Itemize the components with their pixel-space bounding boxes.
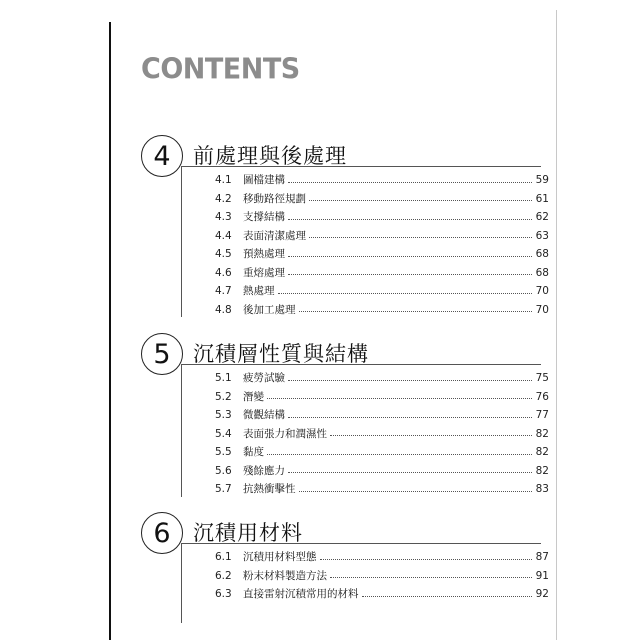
- toc-item-page: 91: [535, 569, 549, 582]
- toc-item-page: 70: [535, 303, 549, 316]
- dot-leader: [330, 576, 532, 578]
- toc-item-page: 68: [535, 248, 549, 260]
- toc-item-page: 61: [535, 192, 549, 205]
- toc-item-number: 4.5: [215, 248, 232, 260]
- toc-item-page: 82: [535, 446, 549, 458]
- toc-item-label: 熱處理: [243, 285, 275, 297]
- toc-item-label: 預熱處理: [243, 248, 285, 260]
- toc-item-label: 潛變: [243, 390, 264, 403]
- chapter-vertical-rule: [181, 166, 182, 317]
- toc-item-number: 4.2: [215, 192, 232, 205]
- toc-item-page: 70: [535, 285, 549, 297]
- dot-leader: [362, 595, 533, 597]
- toc-list: [215, 369, 549, 499]
- dot-leader: [309, 236, 532, 238]
- toc-item-page: 83: [535, 483, 549, 495]
- chapter-title: 沉積層性質與結構: [193, 342, 369, 366]
- toc-item[interactable]: [215, 443, 549, 462]
- dot-leader: [288, 379, 532, 381]
- toc-item-label: 後加工處理: [243, 303, 296, 316]
- chapter-number: 4: [141, 135, 183, 177]
- toc-item-number: 6.1: [215, 551, 232, 563]
- toc-item-number: 5.5: [215, 446, 232, 458]
- toc-item-page: 68: [535, 266, 549, 279]
- toc-item-label: 黏度: [243, 446, 264, 458]
- dot-leader: [320, 558, 533, 560]
- dot-leader: [288, 218, 532, 220]
- toc-item-label: 抗熱衝擊性: [243, 483, 296, 495]
- page-left-border: [109, 22, 111, 640]
- toc-item-label: 移動路徑規劃: [243, 192, 306, 205]
- toc-item-page: 92: [535, 588, 549, 600]
- toc-item-number: 4.4: [215, 229, 232, 242]
- toc-item-number: 4.8: [215, 303, 232, 316]
- toc-item-number: 5.7: [215, 483, 232, 495]
- toc-item[interactable]: [215, 567, 549, 586]
- chapter-title: 前處理與後處理: [193, 144, 347, 168]
- toc-item-page: 87: [535, 551, 549, 563]
- toc-item-number: 4.3: [215, 211, 232, 223]
- toc-item-label: 表面張力和潤濕性: [243, 427, 327, 440]
- toc-item[interactable]: [215, 227, 549, 246]
- toc-item[interactable]: [215, 388, 549, 407]
- toc-item-number: 6.3: [215, 588, 232, 600]
- toc-item-number: 5.1: [215, 372, 232, 384]
- toc-item[interactable]: [215, 245, 549, 264]
- toc-item-number: 6.2: [215, 569, 232, 582]
- toc-item-page: 63: [535, 229, 549, 242]
- toc-item[interactable]: [215, 208, 549, 227]
- toc-item[interactable]: [215, 585, 549, 604]
- toc-item-label: 直接雷射沉積常用的材料: [243, 588, 359, 600]
- dot-leader: [278, 292, 533, 294]
- toc-item-number: 5.6: [215, 464, 232, 477]
- toc-item-number: 5.2: [215, 390, 232, 403]
- chapter-6: [141, 512, 549, 600]
- toc-item-number: 4.1: [215, 174, 232, 186]
- toc-item-page: 59: [535, 174, 549, 186]
- toc-item-label: 重熔處理: [243, 266, 285, 279]
- toc-list: [215, 171, 549, 319]
- toc-item-label: 疲勞試驗: [243, 372, 285, 384]
- dot-leader: [288, 273, 532, 275]
- dot-leader: [267, 453, 532, 455]
- dot-leader: [288, 416, 532, 418]
- dot-leader: [288, 471, 532, 473]
- toc-item-page: 75: [535, 372, 549, 384]
- toc-item-number: 5.4: [215, 427, 232, 440]
- toc-item-label: 沉積用材料型態: [243, 551, 317, 563]
- toc-item-page: 76: [535, 390, 549, 403]
- chapter-vertical-rule: [181, 364, 182, 497]
- dot-leader: [299, 490, 533, 492]
- toc-item-label: 殘餘應力: [243, 464, 285, 477]
- toc-item-label: 支撐結構: [243, 211, 285, 223]
- toc-item-label: 微觀結構: [243, 409, 285, 421]
- toc-item-label: 粉末材料製造方法: [243, 569, 327, 582]
- dot-leader: [330, 434, 532, 436]
- dot-leader: [288, 181, 532, 183]
- toc-item-page: 77: [535, 409, 549, 421]
- dot-leader: [309, 199, 532, 201]
- toc-item[interactable]: [215, 406, 549, 425]
- toc-item[interactable]: [215, 301, 549, 320]
- toc-item[interactable]: [215, 264, 549, 283]
- dot-leader: [299, 310, 533, 312]
- toc-item[interactable]: [215, 282, 549, 301]
- toc-item-number: 5.3: [215, 409, 232, 421]
- toc-item-label: 圖檔建構: [243, 174, 285, 186]
- toc-item[interactable]: [215, 369, 549, 388]
- chapter-number: 5: [141, 333, 183, 375]
- toc-item[interactable]: [215, 425, 549, 444]
- toc-item-number: 4.6: [215, 266, 232, 279]
- chapter-5: [141, 333, 549, 495]
- chapter-number: 6: [141, 512, 183, 554]
- toc-list: [215, 548, 549, 604]
- chapter-vertical-rule: [181, 543, 182, 623]
- toc-item[interactable]: [215, 548, 549, 567]
- toc-item[interactable]: [215, 480, 549, 499]
- toc-item[interactable]: [215, 190, 549, 209]
- toc-item-page: 82: [535, 464, 549, 477]
- toc-item-page: 62: [535, 211, 549, 223]
- toc-item-label: 表面清潔處理: [243, 229, 306, 242]
- toc-item-page: 82: [535, 427, 549, 440]
- chapter-4: [141, 135, 549, 316]
- page-title: CONTENTS: [141, 53, 300, 86]
- dot-leader: [267, 397, 532, 399]
- toc-item[interactable]: [215, 171, 549, 190]
- toc-item[interactable]: [215, 462, 549, 481]
- page-right-border: [556, 10, 557, 640]
- chapter-title: 沉積用材料: [193, 521, 303, 545]
- dot-leader: [288, 255, 532, 257]
- toc-item-number: 4.7: [215, 285, 232, 297]
